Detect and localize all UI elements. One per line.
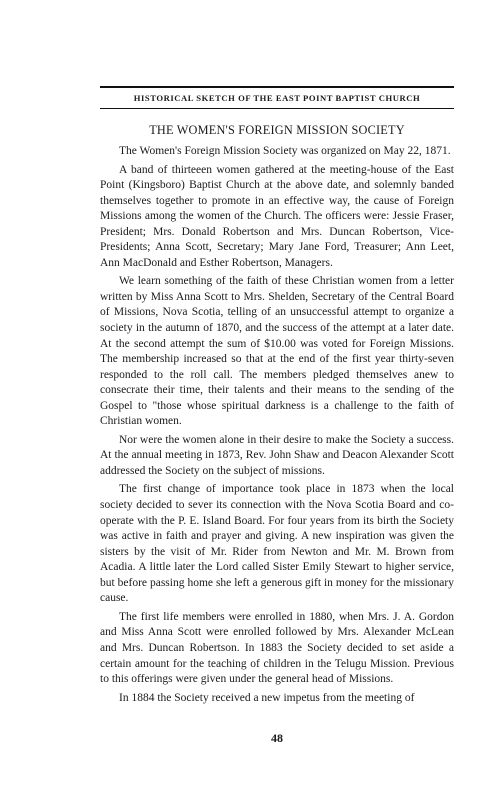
running-head: HISTORICAL SKETCH OF THE EAST POINT BAPTIST CHURCH [133,93,421,103]
paragraph-7: In 1884 the Society received a new impetus from the meeting of [119,691,415,704]
section-title: THE WOMEN'S FOREIGN MISSION SOCIETY [149,123,405,137]
paragraph-2: A band of thirteeen women gathered at the meeting-house of the East Point (Kingsboro) Baptist Church at the above date, and solemnly banded themselves together to promote in an effective way, the cause of Foreign Missions among the women of the Church. The officers were: Jessie Fraser, President; Mrs. Donald Robertson and Mrs. Duncan Robertson, Vice-Presidents; Anna Scott, Secretary; Mary Jane Ford, Treasurer; Ann Leet, Ann MacDonald and Esther Robertson, Managers. [100,163,454,269]
paragraph-5: The first change of importance took place in 1873 when the local society decided to sever its connection with the Nova Scotia Board and co-operate with the P. E. Island Board. For four years from its birth the Society was active in faith and prayer and giving. A new inspiration was given the sisters by the visit of Mr. Rider from Newton and Mr. M. Brown from Acadia. A little later the Lord called Sister Emily Stewart to higher service, but before passing home she left a generous gift in money for the missionary cause. [100,483,454,605]
body-text [100,144,454,709]
paragraph-3: We learn something of the faith of these Christian women from a letter written by Miss Anna Scott to Mrs. Shelden, Secretary of the Central Board of Missions, Nova Scotia, telling of an unsuccessful attempt to organize a society in the autumn of 1870, and the success of the attempt at a later date. At the second attempt the sum of $10.00 was voted for Foreign Missions. The membership increased so that at the end of the first year thirty-seven responded to the roll call. The members pledged themselves anew to consecrate their time, their talents and their means to the sending of the Gospel to "those whose spiritual darkness is a challenge to the faith of Christian women. [100,275,454,428]
header-rule-bottom [100,108,454,109]
header-rule-top [100,86,454,88]
page-number: 48 [271,731,283,745]
paragraph-6: The first life members were enrolled in 1880, when Mrs. J. A. Gordon and Miss Anna Scott were enrolled followed by Mrs. Alexander McLean and Mrs. Duncan Robertson. In 1883 the Society decided to set aside a certain amount for the teaching of children in the Telugu Mission. Previous to this offerings were given under the general head of Missions. [100,610,454,686]
paragraph-4: Nor were the women alone in their desire to make the Society a success. At the annual meeting in 1873, Rev. John Shaw and Deacon Alexander Scott addressed the Society on the subject of missions. [100,433,454,477]
paragraph-1: The Women's Foreign Mission Society was organized on May 22, 1871. [119,145,451,157]
